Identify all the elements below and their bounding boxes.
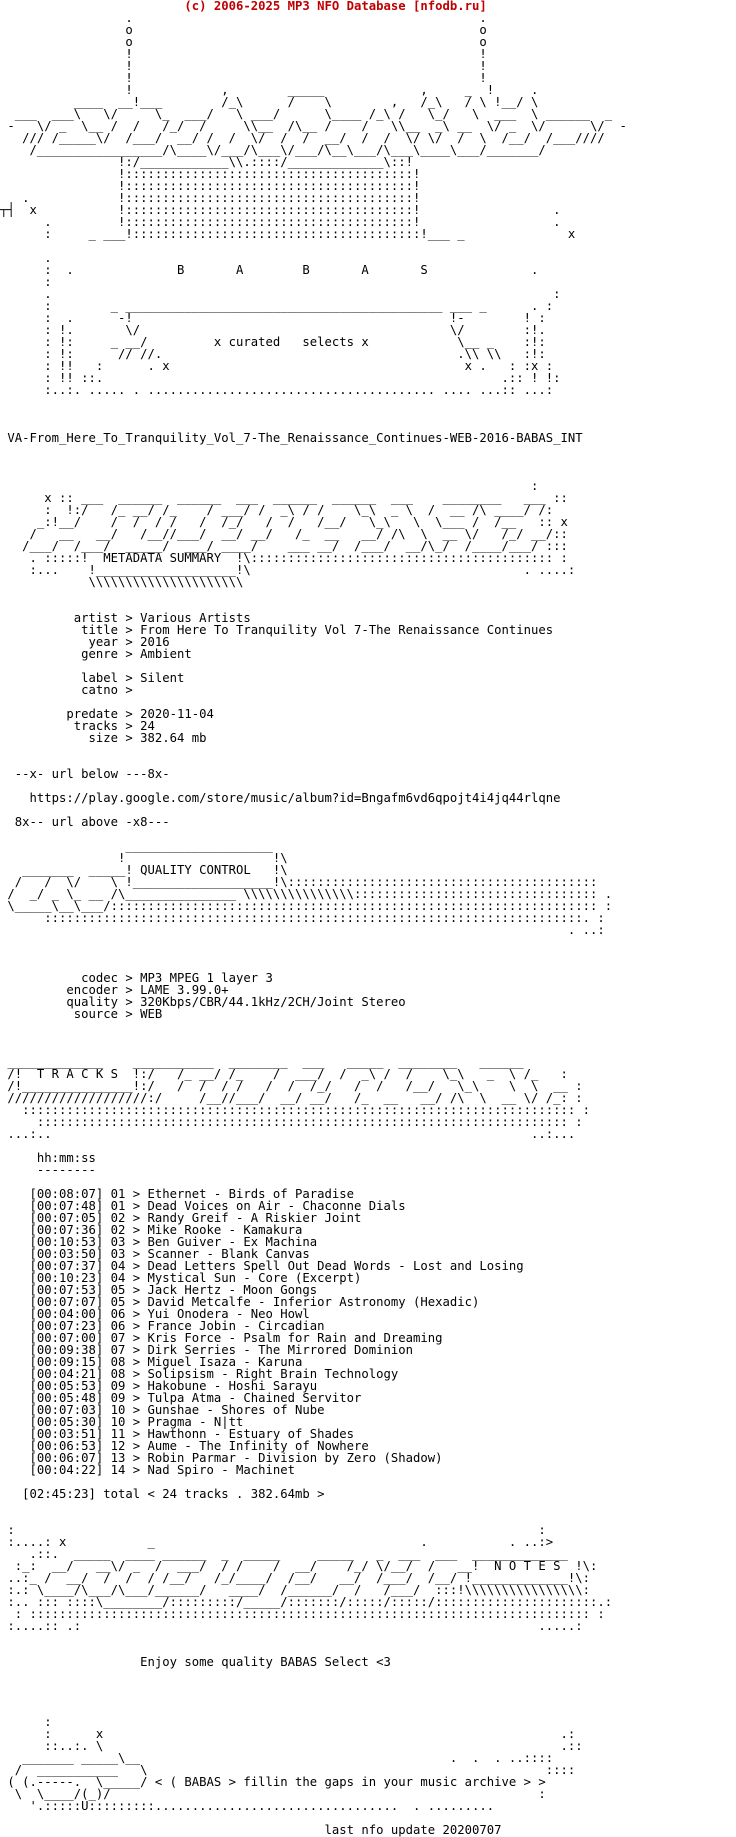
nfo-line: :.. ::: ::::\________/:::::::::/_____/:::::::/:::::/:::::/::::::::::::::::::::::.: [0,1594,613,1609]
nfo-line: ┬┤ x !:::::::::::::::::::::::::::::::::::::::! . [0,202,561,217]
nfo-line: _:!__/ / / / / / /_/ / / /__/ \_\ \ \___ / /__ :: x [0,514,568,529]
nfo-line: '.:::::U:::::::::................................. . ......... [0,1798,495,1813]
nfo-line: - \/ _ \__ / / /_/ / \\__ /\__ / / \\__ _\ __ \/ _ \/ \/ - [0,118,627,133]
nfo-line: ! ! [0,58,487,73]
nfo-line: : . -! !- ! : [0,310,546,325]
nfo-line: : x .: [0,1726,576,1741]
nfo-line: . : [0,286,561,301]
nfo-line: year > 2016 [0,634,170,649]
nfo-line: label > Silent [0,670,185,685]
nfo-line: -------- [0,1162,96,1177]
nfo-line: https://play.google.com/store/music/album?id=Bngafm6vd6qpojt4i4jq44rlqne [0,790,561,805]
nfo-line: : _ ___________________________________________ ___ _ . : [0,298,554,313]
nfo-line: :....: x _ . . ..:> [0,1534,554,1549]
nfo-line: _____________ ___________ ________ ___ _____ ________ ______ [0,1054,524,1069]
nfo-line: / __ __/ /__//___/ __/ __/ /_ __ __/ /\ \ __ \/ /_/ __/:: [0,526,568,541]
header-credit: (c) 2006-2025 MP3 NFO Database [nfodb.ru] [0,0,487,13]
nfo-line: /// /_____\/ /___/ __/ / / \/ / / __/ / / \/ \/ / \ /__/ /___//// [0,130,605,145]
nfo-line: [00:07:36] 02 > Mike Rooke - Kamakura [0,1222,303,1237]
nfo-line: /!_______________!:/ / / / / / / /_/ / / /__/ \_\ \ \ __ : [0,1078,583,1093]
nfo-line: tracks > 24 [0,718,155,733]
nfo-line: .::. _____ ____ ______ _ _____ _____ _ ___ ___ _____________ [0,1546,568,1561]
nfo-line: [00:07:03] 10 > Gunshae - Shores of Nube [0,1402,325,1417]
nfo-line: /! T R A C K S !:/ /_ __/ /_ / ___/ / _\ / / \_\ _ \ /_ : [0,1066,568,1081]
nfo-line: : !! ::. .:: ! !: [0,370,561,385]
nfo-line: : . B A B A S . [0,262,539,277]
nfo-line: [00:07:00] 07 > Kris Force - Psalm for Rain and Dreaming [0,1330,443,1345]
nfo-line: last nfo update 20200707 [0,1822,502,1837]
nfo-line: source > WEB [0,1006,163,1021]
nfo-line: o o [0,22,487,37]
nfo-line: quality > 320Kbps/CBR/44.1kHz/2CH/Joint Stereo [0,994,406,1009]
nfo-line: [00:07:48] 01 > Dead Voices on Air - Chaconne Dials [0,1198,406,1213]
nfo-line: VA-From_Here_To_Tranquility_Vol_7-The_Renaissance_Continues-WEB-2016-BABAS_INT [0,430,583,445]
nfo-line: [00:04:21] 08 > Solipsism - Right Brain Technology [0,1366,399,1381]
nfo-line: : !: _ __/ x curated selects x \__ _ :!: [0,334,546,349]
nfo-line: . !:::::::::::::::::::::::::::::::::::::::! [0,190,421,205]
nfo-line: [00:03:50] 03 > Scanner - Blank Canvas [0,1246,310,1261]
nfo-line: !:/____________\\.::::/_____________\::! [0,154,414,169]
nfo-line: :::::::::::::::::::::::::::::::::::::::::::::::::::::::::::::::::::::::::. : [0,910,605,925]
nfo-line: : !:/ /_ __/ /_ / ___/ / _\ / / \_\ _ \ / __ /\ ____/ /: [0,502,568,517]
nfo-line: : [0,274,52,289]
nfo-line: ...:.. ..:... [0,1126,576,1141]
nfo-line: hh:mm:ss [0,1150,96,1165]
nfo-line: [02:45:23] total < 24 tracks . 382.64mb > [0,1486,325,1501]
nfo-line: : !. \/ \/ :!. [0,322,546,337]
nfo-line: : [0,478,539,493]
nfo-line: [00:07:53] 05 > Jack Hertz - Moon Gongs [0,1282,318,1297]
nfo-line: [00:08:07] 01 > Ethernet - Birds of Paradise [0,1186,355,1201]
nfo-line: ____ __!___ /_\ / \ , /_\ / \ !__/ \ [0,94,539,109]
nfo-line: [00:06:07] 13 > Robin Parmar - Division by Zero (Shadow) [0,1450,443,1465]
nfo-line: _______ _____\__ . . . ..:::: [0,1750,554,1765]
nfo-line: [00:10:23] 04 > Mystical Sun - Core (Excerpt) [0,1270,362,1285]
nfo-line: ..:_ / __/ / / / /__/ /_/____/ /__/ __/ /___/ /__/ !_____________!\: [0,1570,591,1585]
nfo-line: ::::::::::::::::::::::::::::::::::::::::::::::::::::::::::::::::::::::::::: : [0,1102,591,1117]
nfo-line: /___/ /___/ _____/ ___/ ____/ ___ __/ /___/ __/\_/ /____/___/ ::: [0,538,568,553]
nfo-line: : _ ___!:::::::::::::::::::::::::::::::::::::::!___ _ x [0,226,576,241]
nfo-line: ____________________ [0,838,273,853]
nfo-line: :....:: .: .....: [0,1618,583,1633]
nfo-line: !:::::::::::::::::::::::::::::::::::::::! [0,178,421,193]
nfo-line: :... !___________________!\ . ....: [0,562,576,577]
nfo-line: . [0,250,52,265]
nfo-line: predate > 2020-11-04 [0,706,214,721]
nfo-line: ! ! [0,70,487,85]
nfo-line: o o [0,34,487,49]
nfo-line: :..:. ..... . ....................................... .... ...:: ...: [0,382,554,397]
nfo-line: artist > Various Artists [0,610,251,625]
nfo-line: [00:07:23] 06 > France Jobin - Circadian [0,1318,325,1333]
nfo-line: codec > MP3 MPEG 1 layer 3 [0,970,273,985]
nfo-line: _______ _____! QUALITY CONTROL !\ [0,862,288,877]
nfo-line: [00:05:48] 09 > Tulpa Atma - Chained Servitor [0,1390,362,1405]
nfo-line: --x- url below ---8x- [0,766,170,781]
nfo-line: [00:05:53] 09 > Hakobune - Hoshi Sarayu [0,1378,318,1393]
nfo-line: [00:04:00] 06 > Yui Onodera - Neo Howl [0,1306,310,1321]
nfo-line: [00:10:53] 03 > Ben Guiver - Ex Machina [0,1234,318,1249]
nfo-line: [00:09:15] 08 > Miguel Isaza - Karuna [0,1354,303,1369]
nfo-line: :_: __/ __\/ _ / ___/ / / / __/ /_/ \/__/ / __! N O T E S !\: [0,1558,598,1573]
nfo-line: [00:03:51] 11 > Hawthonn - Estuary of Shades [0,1426,355,1441]
nfo-line: ! ! [0,46,487,61]
nfo-line: size > 382.64 mb [0,730,207,745]
nfo-line: ///////////////////:/ /__//___/ __/ __/ /_ __ __/ /\ \ __ \/ /_: : [0,1090,583,1105]
nfo-line: / / \/ \ !___________________!\:::::::::::::::::::::::::::::::::::::::::: [0,874,598,889]
nfo-line: / _/ _ \_ __ /\_______________ \\\\\\\\\\\\\\\::::::::::::::::::::::::::::::::: . [0,886,613,901]
nfo-line: : :::::::::::::::::::::::::::::::::::::::::::::::::::::::::::::::::::::::::::: : [0,1606,605,1621]
nfo-body [0,10,627,1837]
nfo-line: ! !\ [0,850,288,865]
nfo-line: /_________________/\____\/___/\___\/___/\__\___/\___\____\___/_______/ [0,142,546,157]
nfo-line: [00:07:05] 02 > Randy Greif - A Riskier Joint [0,1210,362,1225]
nfo-line: : [0,1714,52,1729]
nfo-line: x :: ___ ______ ______ ___ ______ ______ ___ ________ ___ :: [0,490,568,505]
nfo-line: [00:04:22] 14 > Nad Spiro - Machinet [0,1462,296,1477]
nfo-line: :.: \____/\___/\___/______/ ____/ /______/ / /___/ :::!\\\\\\\\\\\\\\\\: [0,1582,591,1597]
nfo-line: Enjoy some quality BABAS Select <3 [0,1654,391,1669]
nfo-line: genre > Ambient [0,646,192,661]
nfo-line: !:::::::::::::::::::::::::::::::::::::::! [0,166,421,181]
nfo-line: [00:06:53] 12 > Aume - The Infinity of Nowhere [0,1438,369,1453]
nfo-line: \ \____/(_)/ : [0,1786,546,1801]
nfo-line: . . [0,10,487,25]
nfo-line: ( (.-----. \_____/ < ( BABAS > fillin the gaps in your music archive > > [0,1774,546,1789]
nfo-line: . ..: [0,922,605,937]
nfo-line: [00:07:07] 05 > David Metcalfe - Inferior Astronomy (Hexadic) [0,1294,480,1309]
nfo-line: [00:07:37] 04 > Dead Letters Spell Out Dead Words - Lost and Losing [0,1258,524,1273]
nfo-line: [00:09:38] 07 > Dirk Serries - The Mirrored Dominion [0,1342,414,1357]
nfo-line: / ___________ \ :::: [0,1762,576,1777]
nfo-line: : !: // //. .\\ \\ :!: [0,346,546,361]
nfo-line: ::..:. \ .:: [0,1738,583,1753]
nfo-line: . :::::! METADATA SUMMARY !\::::::::::::::::::::::::::::::::::::::::: : [0,550,568,565]
nfo-line: encoder > LAME 3.99.0+ [0,982,229,997]
nfo-line: catno > [0,682,133,697]
nfo-line: 8x-- url above -x8--- [0,814,170,829]
nfo-line: \\\\\\\\\\\\\\\\\\\\\ [0,574,244,589]
nfo-line: . !:::::::::::::::::::::::::::::::::::::::! . [0,214,561,229]
nfo-line: [00:05:30] 10 > Pragma - N|tt [0,1414,244,1429]
nfo-line: : : [0,1522,546,1537]
nfo-line: : !! : . x x . : :x : [0,358,554,373]
nfo-line: title > From Here To Tranquility Vol 7-The Renaissance Continues [0,622,554,637]
nfo-line: :::::::::::::::::::::::::::::::::::::::::::::::::::::::::::::::::::::::: : [0,1114,583,1129]
nfo-line: ! , _____ , _ ! . [0,82,539,97]
nfo-line: ___ ___\ \/ \_ ___/ \ ___/ \____ /_\ / \_/ \ ___ \ ______ _ [0,106,613,121]
nfo-line: \_____\__\___/:::::::::::::::::::::::::::::::::::::::::::::::::::::::::::::::::: : [0,898,613,913]
